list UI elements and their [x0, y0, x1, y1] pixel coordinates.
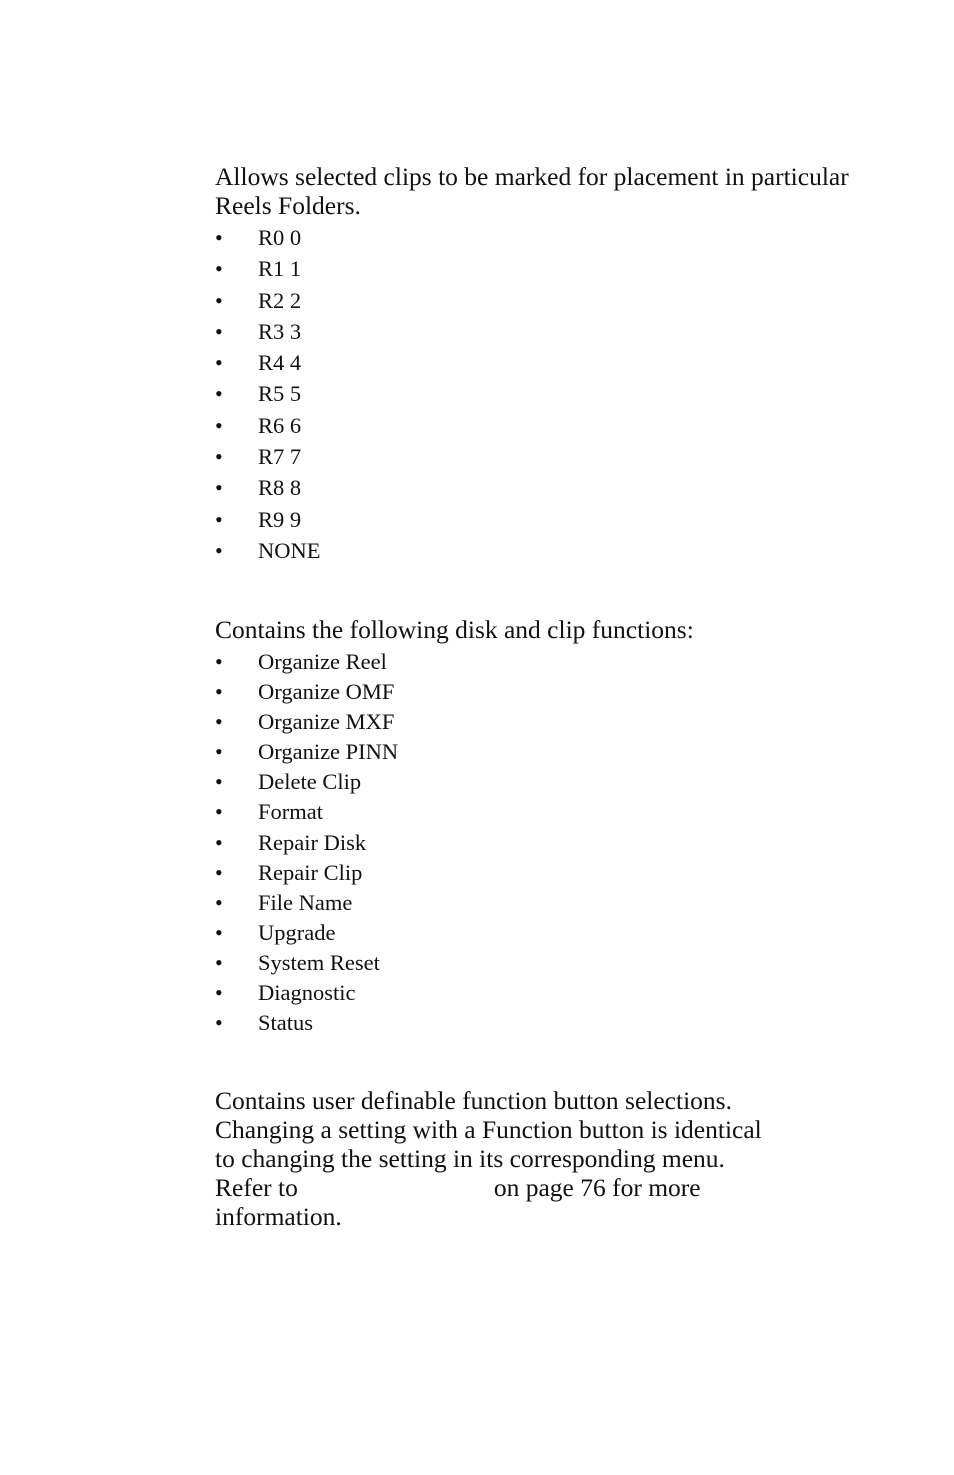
reels-description: Allows selected clips to be marked for placement in particular Reels Folders.	[215, 162, 849, 220]
bullet-icon: •	[215, 649, 223, 674]
bullet-icon: •	[215, 769, 223, 795]
function-description	[215, 1086, 855, 1231]
bullet-icon: •	[215, 381, 223, 407]
disk-function	[215, 647, 855, 677]
disk-functions-list	[215, 647, 855, 1038]
disk-function	[215, 767, 855, 797]
disk-function	[215, 707, 855, 737]
disk-function-label: Upgrade	[258, 919, 336, 945]
disk-function-label: Repair Disk	[258, 829, 367, 855]
bullet-icon: •	[215, 799, 223, 825]
reel-option-label: R8 8	[258, 475, 302, 501]
reels-list	[215, 222, 855, 566]
reel-option-label: R4 4	[258, 350, 302, 376]
disk-function-label: System Reset	[258, 949, 380, 975]
disk-function-label: File Name	[258, 889, 353, 915]
disk-function-label: Organize Reel	[258, 649, 387, 674]
reel-option	[215, 504, 855, 535]
bullet-icon: •	[215, 350, 223, 376]
disk-function	[215, 948, 855, 978]
disk-function	[215, 737, 855, 767]
bullet-icon: •	[215, 475, 223, 501]
bullet-icon: •	[215, 225, 223, 250]
reel-option	[215, 285, 855, 316]
reel-option	[215, 410, 855, 441]
disk-function-label: Organize PINN	[258, 739, 399, 765]
bullet-icon: •	[215, 318, 223, 344]
refer-prefix: Refer to	[215, 1173, 298, 1202]
disk-function-label: Delete Clip	[258, 769, 362, 795]
reel-option-label: R9 9	[258, 506, 302, 532]
disk-function-label: Organize OMF	[258, 679, 395, 705]
refer-suffix: on page 76 for more	[493, 1173, 701, 1202]
reel-option-label: R3 3	[258, 318, 302, 344]
reel-option	[215, 472, 855, 503]
disk-function-label: Diagnostic	[258, 980, 356, 1006]
disk-function	[215, 797, 855, 827]
disk-function	[215, 888, 855, 918]
bullet-icon: •	[215, 506, 223, 532]
bullet-icon: •	[215, 709, 223, 735]
reel-option-label: NONE	[258, 537, 321, 563]
bullet-icon: •	[215, 889, 223, 915]
bullet-icon: •	[215, 829, 223, 855]
reel-option	[215, 535, 855, 566]
disk-function	[215, 677, 855, 707]
disk-function-label: Status	[258, 1010, 314, 1036]
function-line-1: Contains user definable function button selections.	[215, 1086, 732, 1115]
disk-function	[215, 1008, 855, 1038]
disk-function	[215, 858, 855, 888]
reels-section	[215, 162, 855, 566]
reel-option	[215, 222, 855, 253]
bullet-icon: •	[215, 739, 223, 765]
bullet-icon: •	[215, 1010, 223, 1036]
reel-option-label: R1 1	[258, 256, 302, 282]
disk-function	[215, 918, 855, 948]
function-line-5: information.	[215, 1202, 342, 1231]
reel-option	[215, 441, 855, 472]
reel-option	[215, 347, 855, 378]
bullet-icon: •	[215, 919, 223, 945]
disk-function-label: Organize MXF	[258, 709, 395, 735]
function-line-3: to changing the setting in its corresponding menu.	[215, 1144, 725, 1173]
disk-function-label: Format	[258, 799, 323, 825]
bullet-icon: •	[215, 287, 223, 313]
disk-description: Contains the following disk and clip functions:	[215, 615, 694, 644]
reel-option-label: R2 2	[258, 287, 302, 313]
function-section	[215, 1086, 855, 1231]
reel-option-label: R0 0	[258, 225, 302, 250]
reel-option	[215, 253, 855, 284]
bullet-icon: •	[215, 679, 223, 705]
disk-function-label: Repair Clip	[258, 859, 363, 885]
function-line-2: Changing a setting with a Function button is identical	[215, 1115, 762, 1144]
reel-option-label: R7 7	[258, 444, 302, 470]
reel-option	[215, 378, 855, 409]
disk-section	[215, 615, 855, 1038]
bullet-icon: •	[215, 859, 223, 885]
bullet-icon: •	[215, 412, 223, 438]
reel-option-label: R5 5	[258, 381, 302, 407]
disk-function	[215, 978, 855, 1008]
reel-option-label: R6 6	[258, 412, 302, 438]
disk-function	[215, 828, 855, 858]
bullet-icon: •	[215, 980, 223, 1006]
bullet-icon: •	[215, 949, 223, 975]
bullet-icon: •	[215, 444, 223, 470]
reel-option	[215, 316, 855, 347]
bullet-icon: •	[215, 537, 223, 563]
bullet-icon: •	[215, 256, 223, 282]
